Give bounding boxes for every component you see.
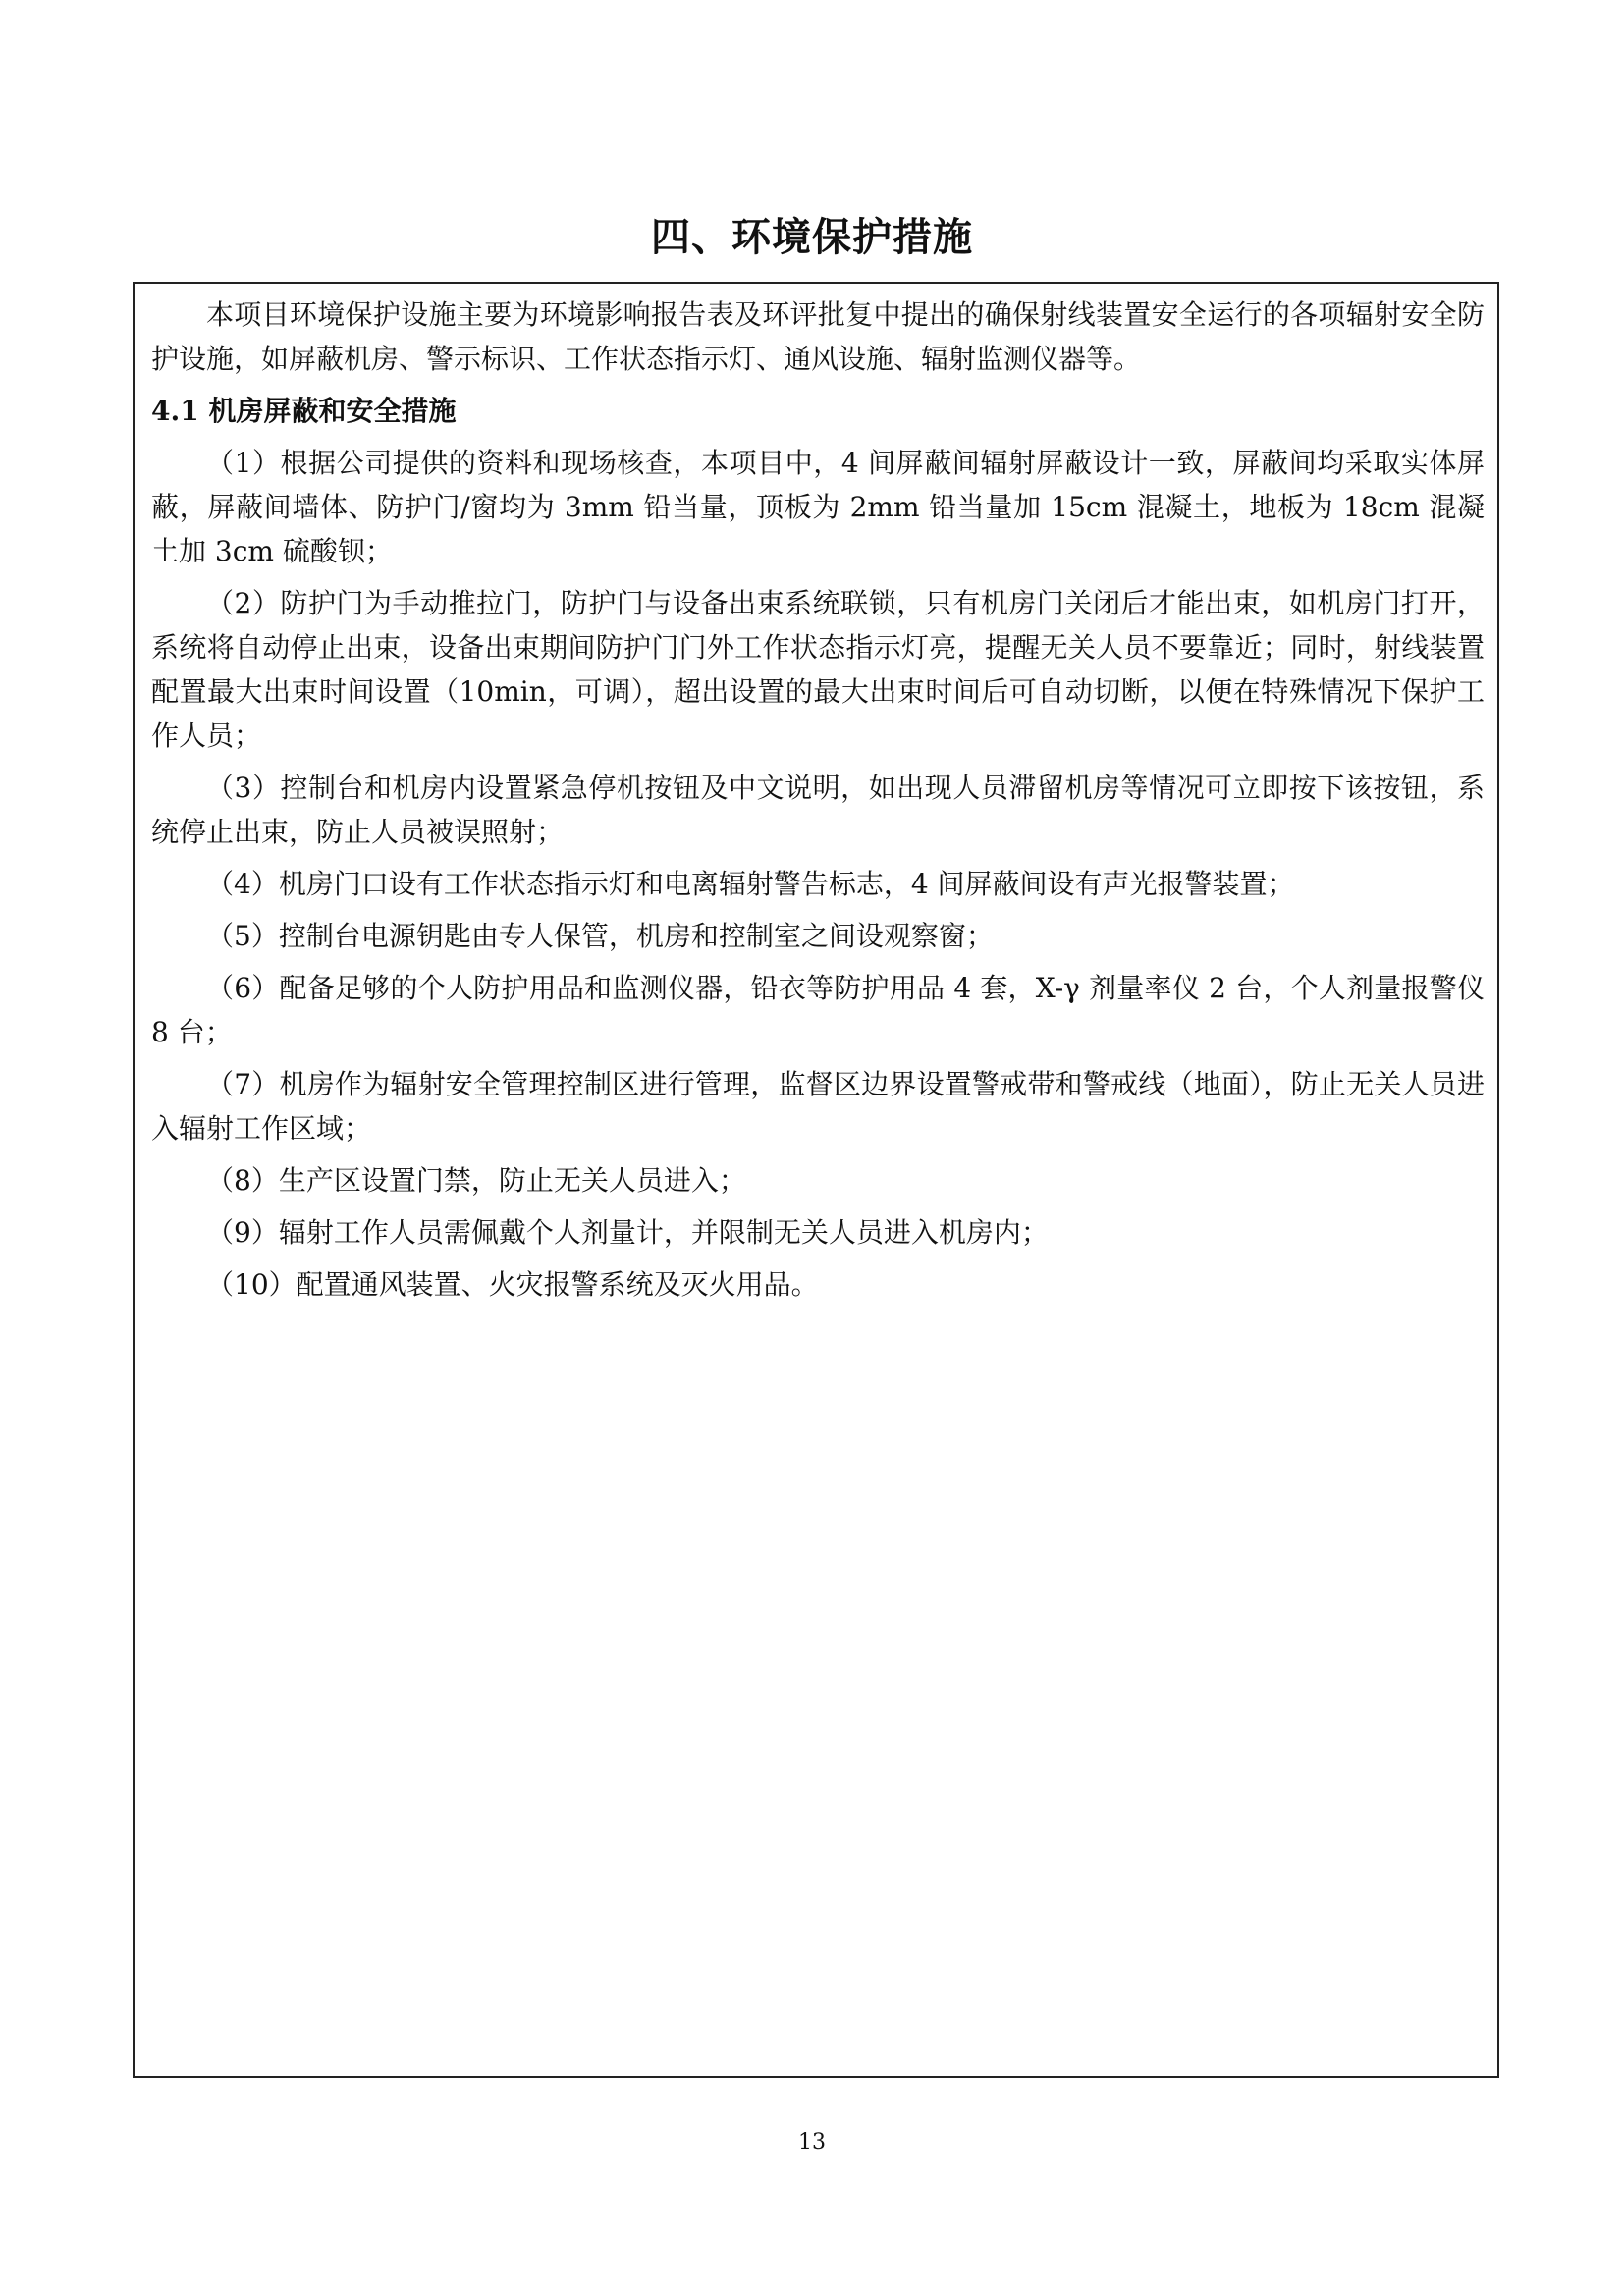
list-item-10: （10）配置通风装置、火灾报警系统及灭火用品。 (206, 1268, 819, 1301)
list-item-8: （8）生产区设置门禁，防止无关人员进入； (206, 1164, 746, 1197)
list-item-9: （9）辐射工作人员需佩戴个人剂量计，并限制无关人员进入机房内； (206, 1216, 1049, 1249)
list-item-4: （4）机房门口设有工作状态指示灯和电离辐射警告标志，4 间屏蔽间设有声光报警装置； (206, 868, 1295, 900)
list-item-7: （7）机房作为辐射安全管理控制区进行管理，监督区边界设置警戒带和警戒线（地面），防止无关人员进入辐射工作区域； (151, 1068, 1485, 1145)
content-box (133, 282, 1499, 2078)
list-item-3: （3）控制台和机房内设置紧急停机按钮及中文说明，如出现人员滞留机房等情况可立即按下该按钮，系统停止出束，防止人员被误照射； (151, 772, 1485, 848)
list-item-2: （2）防护门为手动推拉门，防护门与设备出束系统联锁，只有机房门关闭后才能出束，如机房门打开，系统将自动停止出束，设备出束期间防护门门外工作状态指示灯亮，提醒无关人员不要靠近；同时，射线装置配置最大出束时间设置（10min，可调），超出设置的最大出束时间后可自动切断，以便在特殊情况下保护工作人员； (151, 587, 1485, 752)
page-number: 13 (798, 2130, 826, 2155)
list-item-1: （1）根据公司提供的资料和现场核查，本项目中，4 间屏蔽间辐射屏蔽设计一致，屏蔽间均采取实体屏蔽，屏蔽间墙体、防护门/窗均为 3mm 铅当量，顶板为 2mm 铅当量加 15cm 混凝土，地板为 18cm 混凝土加 3cm 硫酸钡； (151, 447, 1485, 567)
content-body (151, 293, 1485, 1314)
intro-paragraph: 本项目环境保护设施主要为环境影响报告表及环评批复中提出的确保射线装置安全运行的各项辐射安全防护设施，如屏蔽机房、警示标识、工作状态指示灯、通风设施、辐射监测仪器等。 (151, 298, 1485, 375)
list-item-5: （5）控制台电源钥匙由专人保管，机房和控制室之间设观察窗； (206, 920, 994, 952)
section-heading-4-1: 4.1 机房屏蔽和安全措施 (151, 395, 457, 427)
page-title: 四、环境保护措施 (651, 214, 973, 260)
list-item-6: （6）配备足够的个人防护用品和监测仪器，铅衣等防护用品 4 套，X-γ 剂量率仪 2 台，个人剂量报警仪 8 台； (151, 972, 1485, 1048)
